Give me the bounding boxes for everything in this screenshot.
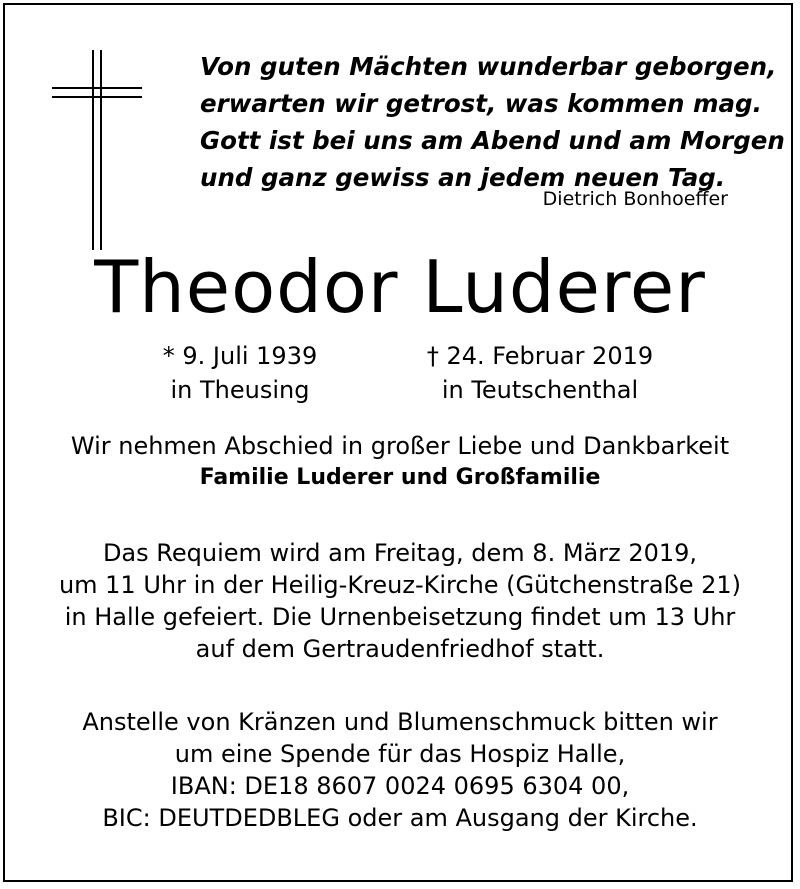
death-info	[400, 339, 680, 407]
requiem-line: Das Requiem wird am Freitag, dem 8. März 2019,	[102, 539, 698, 567]
donation-line: Anstelle von Kränzen und Blumenschmuck bitten wir	[82, 708, 718, 736]
birth-date: * 9. Juli 1939	[162, 342, 318, 370]
poem-line: und ganz gewiss an jedem neuen Tag.	[200, 163, 726, 192]
death-date: † 24. Februar 2019	[426, 342, 654, 370]
farewell-section	[0, 430, 800, 494]
requiem-line: um 11 Uhr in der Heilig-Kreuz-Kirche (Gütchenstraße 21)	[58, 571, 742, 599]
donation-line: IBAN: DE18 8607 0024 0695 6304 00,	[170, 772, 630, 800]
poem-line: erwarten wir getrost, was kommen mag.	[200, 89, 762, 118]
deceased-name: Theodor Luderer	[94, 245, 706, 329]
donation-line: um eine Spende für das Hospiz Halle,	[174, 740, 626, 768]
donation-line: BIC: DEUTDEDBLEG oder am Ausgang der Kirche.	[102, 804, 698, 832]
donation-section	[0, 706, 800, 834]
poem-line: Von guten Mächten wunderbar geborgen,	[200, 52, 777, 81]
requiem-line: in Halle gefeiert. Die Urnenbeisetzung findet um 13 Uhr	[64, 603, 736, 631]
requiem-section	[0, 537, 800, 665]
birth-place: in Theusing	[170, 376, 310, 404]
poem-quote	[200, 48, 785, 196]
poem-line: Gott ist bei uns am Abend und am Morgen	[200, 126, 785, 155]
farewell-line: Wir nehmen Abschied in großer Liebe und Dankbarkeit	[70, 432, 730, 460]
family-signature: Familie Luderer und Großfamilie	[199, 465, 601, 490]
cross-icon	[52, 50, 142, 250]
birth-info	[120, 339, 360, 407]
death-place: in Teutschenthal	[441, 376, 639, 404]
requiem-line: auf dem Gertraudenfriedhof statt.	[195, 635, 605, 663]
poem-author: Dietrich Bonhoeffer	[542, 188, 728, 210]
